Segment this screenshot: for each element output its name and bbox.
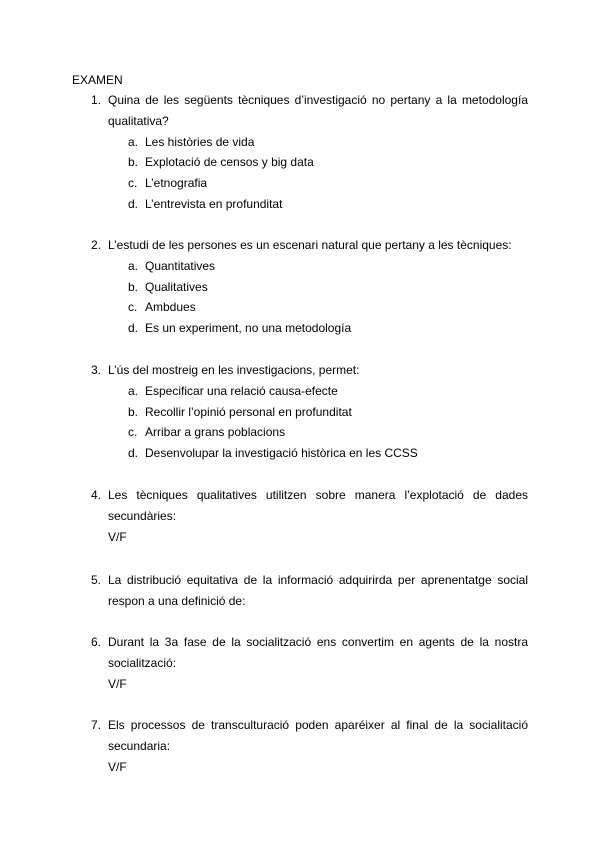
option-b: [128, 152, 528, 173]
option-text: L’entrevista en profunditat: [145, 196, 283, 211]
question-number: 6.: [91, 635, 102, 649]
question-number: 1.: [91, 93, 102, 107]
option-c: [128, 173, 528, 194]
question-text: L’ús del mostreig en les investigacions, permet:: [108, 363, 360, 377]
true-false-answer: V/F: [108, 676, 127, 691]
question-number: 2.: [91, 238, 102, 252]
question-4: [91, 485, 528, 547]
option-c: [128, 297, 528, 318]
question-number: 4.: [91, 488, 102, 502]
option-text: L’etnografia: [145, 176, 208, 191]
option-letter: a.: [128, 258, 139, 273]
question-text: Les tècniques qualitatives utilitzen sobre manera l’explotació de dades secundàries:: [108, 488, 528, 523]
question-3: [91, 360, 528, 464]
question-text: L’estudi de les persones es un escenari natural que pertany a les tècniques:: [108, 238, 512, 252]
option-text: Qualitatives: [145, 279, 208, 294]
option-b: [128, 402, 528, 423]
option-d: [128, 443, 528, 464]
question-1: [91, 90, 528, 215]
option-d: [128, 318, 528, 339]
option-text: Les històries de vida: [145, 134, 255, 149]
question-text: Durant la 3a fase de la socialització ens convertim en agents de la nostra socialització:: [108, 635, 528, 670]
question-number: 3.: [91, 363, 102, 377]
true-false-answer: V/F: [108, 529, 127, 544]
option-text: Ambdues: [145, 300, 196, 315]
option-text: Es un experiment, no una metodología: [145, 321, 352, 336]
option-text: Especificar una relació causa-efecte: [145, 383, 338, 398]
option-text: Quantitatives: [145, 258, 216, 273]
option-text: Desenvolupar la investigació històrica en les CCSS: [145, 446, 418, 461]
option-letter: d.: [128, 446, 139, 461]
question-text: Quina de les següents tècniques d’investigació no pertany a la metodología qualitativa?: [108, 93, 528, 128]
option-b: [128, 277, 528, 298]
option-c: [128, 422, 528, 443]
option-a: [128, 256, 528, 277]
question-2: [91, 235, 528, 339]
option-letter: b.: [128, 155, 139, 170]
option-letter: c.: [128, 300, 138, 315]
option-letter: c.: [128, 176, 138, 191]
option-letter: d.: [128, 321, 139, 336]
option-d: [128, 194, 528, 215]
option-letter: b.: [128, 279, 139, 294]
question-text: Els processos de transculturació poden aparéixer al final de la socialitació secundaria:: [108, 718, 528, 753]
option-text: Explotació de censos y big data: [145, 155, 314, 170]
option-text: Arribar a grans poblacions: [145, 425, 286, 440]
question-7: [91, 715, 528, 777]
option-letter: a.: [128, 134, 139, 149]
option-a: [128, 381, 528, 402]
document-title: EXAMEN: [72, 73, 123, 87]
question-text: La distribució equitativa de la informació adquirirda per aprenentatge social respon a una definició de:: [108, 573, 528, 608]
question-number: 5.: [91, 573, 102, 587]
option-letter: c.: [128, 425, 138, 440]
option-text: Recollir l’opinió personal en profunditat: [145, 404, 352, 419]
option-a: [128, 132, 528, 153]
question-5: [91, 570, 528, 612]
question-6: [91, 632, 528, 694]
option-letter: d.: [128, 196, 139, 211]
question-number: 7.: [91, 718, 102, 732]
option-letter: b.: [128, 404, 139, 419]
option-letter: a.: [128, 383, 139, 398]
true-false-answer: V/F: [108, 759, 127, 774]
